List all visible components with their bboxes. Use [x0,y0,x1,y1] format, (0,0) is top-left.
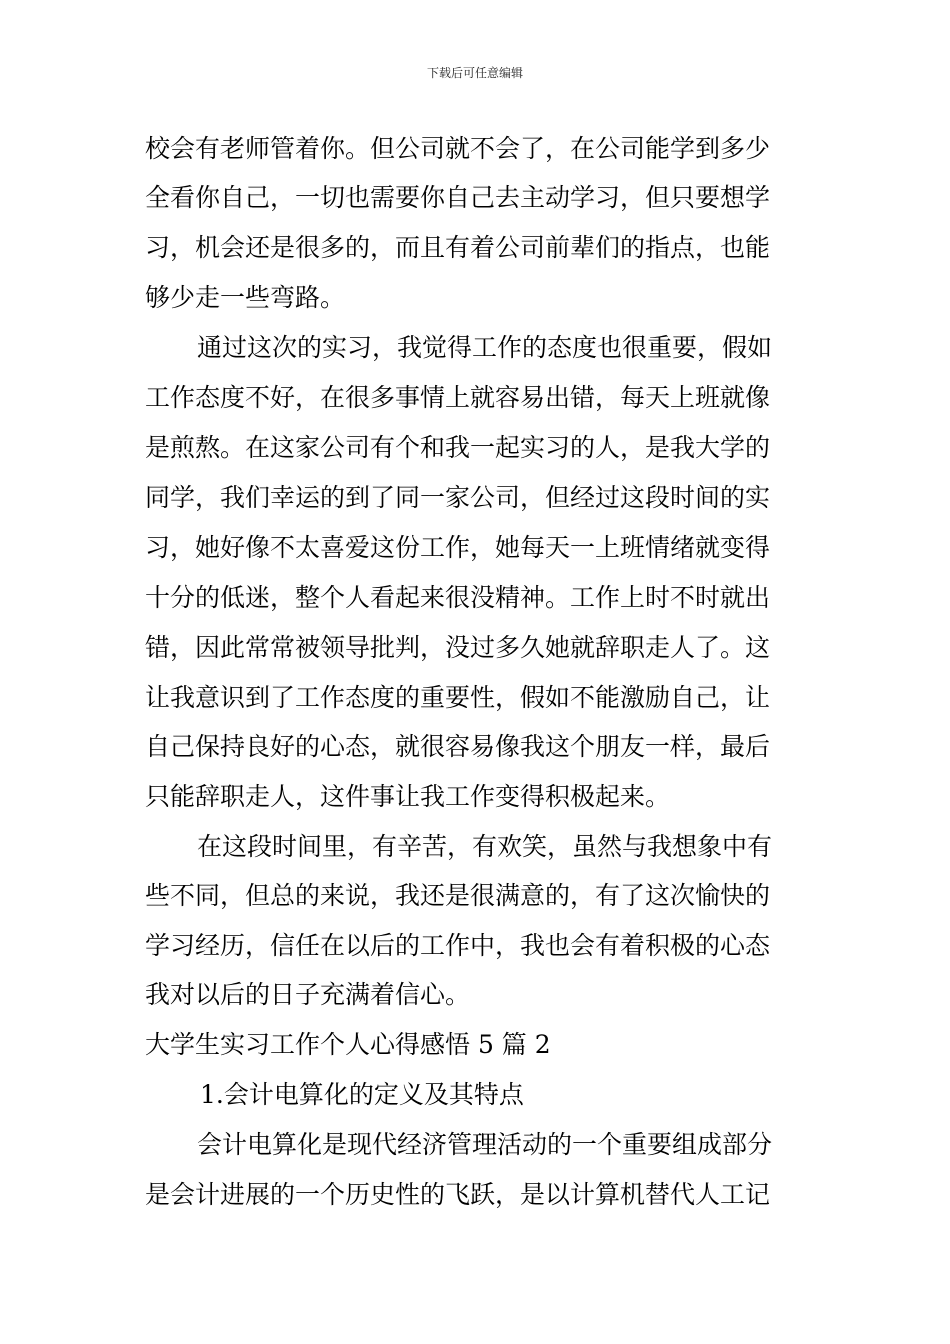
section-heading: 大学生实习工作个人心得感悟 5 篇 2 [145,1030,551,1059]
body-text-line: 十分的低迷，整个人看起来很没精神。工作上时不时就出 [145,583,771,612]
paragraph-first-line: 会计电算化是现代经济管理活动的一个重要组成部分 [197,1130,773,1159]
numbered-subheading: 1.会计电算化的定义及其特点 [200,1080,524,1109]
body-text-line: 够少走一些弯路。 [145,283,346,312]
body-text-line: 工作态度不好，在很多事情上就容易出错，每天上班就像 [145,383,771,412]
body-text-line: 同学，我们幸运的到了同一家公司，但经过这段时间的实 [145,483,771,512]
body-text-line: 我对以后的日子充满着信心。 [145,980,471,1009]
paragraph-first-line: 通过这次的实习，我觉得工作的态度也很重要，假如 [197,333,773,362]
body-text-line: 自己保持良好的心态，就很容易像我这个朋友一样，最后 [145,732,771,761]
body-text-line: 习，机会还是很多的，而且有着公司前辈们的指点，也能 [145,233,771,262]
body-text-line: 全看你自己，一切也需要你自己去主动学习，但只要想学 [145,183,771,212]
body-text-line: 只能辞职走人，这件事让我工作变得积极起来。 [145,782,671,811]
body-text-line: 是煎熬。在这家公司有个和我一起实习的人，是我大学的 [145,433,771,462]
paragraph-first-line: 在这段时间里，有辛苦，有欢笑，虽然与我想象中有 [197,832,773,861]
page-header-note: 下载后可任意编辑 [426,66,523,80]
body-text-line: 学习经历，信任在以后的工作中，我也会有着积极的心态 [145,931,771,960]
body-text-line: 些不同，但总的来说，我还是很满意的，有了这次愉快的 [145,881,771,910]
body-text-line: 是会计进展的一个历史性的飞跃，是以计算机替代人工记 [145,1180,771,1209]
body-text-line: 让我意识到了工作态度的重要性，假如不能激励自己，让 [145,683,771,712]
body-text-line: 错，因此常常被领导批判，没过多久她就辞职走人了。这 [145,633,771,662]
body-text-line: 校会有老师管着你。但公司就不会了，在公司能学到多少 [145,134,771,163]
body-text-line: 习，她好像不太喜爱这份工作，她每天一上班情绪就变得 [145,533,771,562]
